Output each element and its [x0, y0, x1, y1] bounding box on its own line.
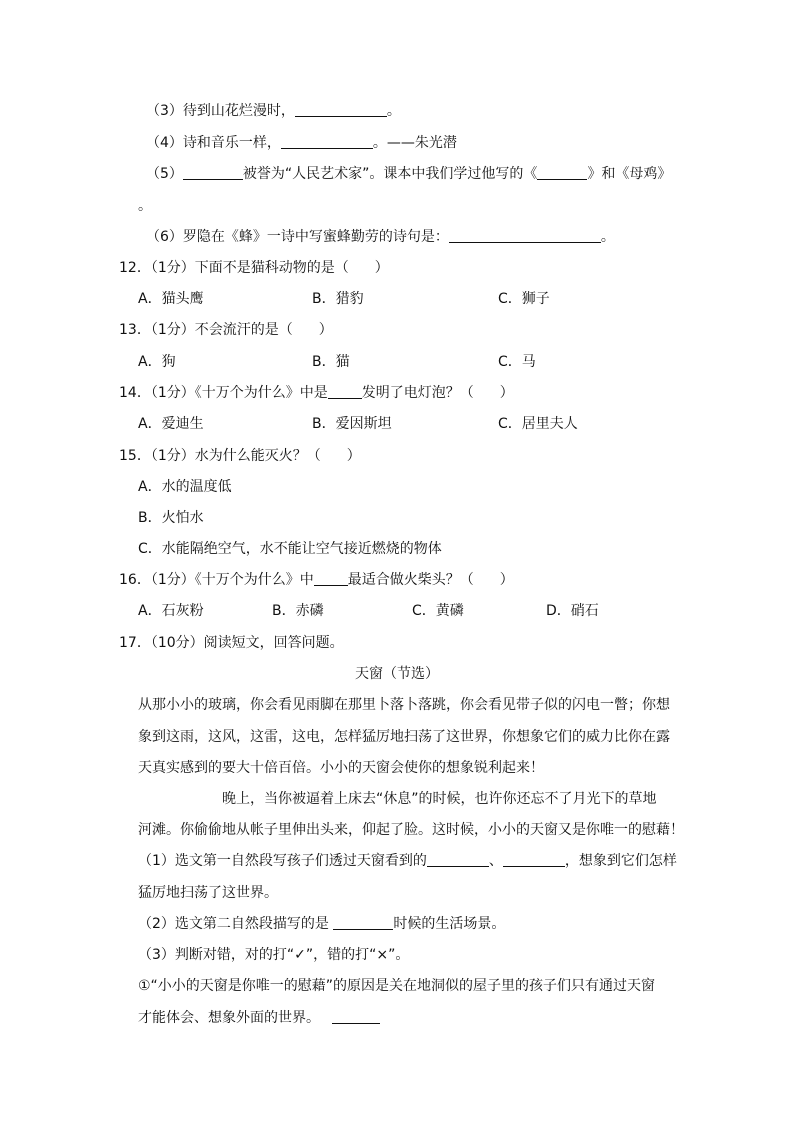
q16-option-d[interactable]: D．硝石: [546, 603, 599, 619]
sub-question-text: （2）选文第二自然段描写的是: [138, 916, 334, 932]
fill-item-3: [146, 101, 401, 121]
q14-option-a[interactable]: A．爱迪生: [138, 416, 204, 432]
question-text: 16．（1分）《十万个为什么》中: [119, 572, 314, 588]
question-text: 14．（1分）《十万个为什么》中是: [119, 385, 328, 401]
item-text-end: 。: [386, 103, 401, 119]
q12-option-b[interactable]: B．猎豹: [312, 291, 364, 307]
answer-blank[interactable]: [537, 165, 587, 180]
q16-option-c[interactable]: C．黄磷: [412, 603, 464, 619]
question-text-2: 最适合做火柴头？（: [347, 572, 474, 588]
answer-blank[interactable]: [281, 134, 373, 149]
answer-blank[interactable]: [333, 915, 393, 930]
q16-option-b[interactable]: B．赤磷: [272, 603, 324, 619]
answer-blank[interactable]: [314, 571, 348, 586]
answer-blank[interactable]: [427, 852, 489, 867]
sub-question-text-2: 时候的生活场景。: [393, 916, 506, 932]
q13-option-c[interactable]: C．马: [498, 354, 536, 370]
sub-question-1-cont: 猛厉地扫荡了这世界。: [138, 885, 278, 901]
item-text: 罗隐在《蜂》一诗中写蜜蜂勤劳的诗句是：: [182, 229, 449, 245]
sub-question-3: （3）判断对错，对的打“✓”，错的打“×”。: [138, 947, 410, 963]
q13-option-b[interactable]: B．猫: [312, 354, 350, 370]
answer-blank[interactable]: [328, 384, 362, 399]
answer-blank[interactable]: [503, 852, 565, 867]
sub-question-text-2: ，想象到它们怎样: [564, 853, 677, 869]
q12-option-c[interactable]: C．狮子: [498, 291, 550, 307]
passage-line: 河滩。你偷偷地从帐子里伸出头来，仰起了脸。这时候，小小的天窗又是你唯一的慰藉！: [138, 822, 684, 838]
question-14-stem: [119, 383, 514, 403]
question-text-2: 发明了电灯泡？（: [361, 385, 474, 401]
judge-item-1-cont: [138, 1008, 380, 1028]
question-text: 12．（1分）下面不是猫科动物的是（: [119, 260, 349, 276]
item-text: 待到山花烂漫时，: [182, 103, 295, 119]
item-text: 被誉为“人民艺术家”。课本中我们学过他写的《: [242, 166, 538, 182]
q15-option-a[interactable]: A．水的温度低: [138, 479, 232, 495]
judge-text: 才能体会、想象外面的世界。: [138, 1010, 320, 1026]
judge-item-1: ①“小小的天窗是你唯一的慰藉”的原因是关在地洞似的屋子里的孩子们只有通过天窗: [138, 978, 656, 994]
item-number: （4）: [146, 135, 183, 151]
item-text-end: 。——朱光潜: [372, 135, 457, 151]
sub-question-text: （1）选文第一自然段写孩子们透过天窗看到的: [138, 853, 427, 869]
question-16-stem: [119, 570, 514, 590]
paren-close: ）: [374, 260, 389, 276]
paren-close: ）: [346, 448, 361, 464]
sub-question-1: [138, 851, 677, 871]
passage-line: 从那小小的玻璃，你会看见雨脚在那里卜落卜落跳，你会看见带子似的闪电一瞥；你想: [138, 697, 670, 713]
passage-line: 天真实感到的要大十倍百倍。小小的天窗会使你的想象锐利起来！: [138, 760, 544, 776]
sub-question-2: [138, 914, 505, 934]
q12-option-a[interactable]: A．猫头鹰: [138, 291, 204, 307]
q14-option-b[interactable]: B．爱因斯坦: [312, 416, 392, 432]
question-12-stem: [119, 258, 389, 278]
question-13-stem: [119, 320, 333, 340]
q13-option-a[interactable]: A．狗: [138, 354, 176, 370]
fill-item-5: [146, 164, 671, 184]
passage-line: 象到这雨，这风，这雷，这电，怎样猛厉地扫荡了这世界，你想象它们的威力比你在露: [138, 729, 670, 745]
item-text-end: 。: [600, 229, 615, 245]
paren-close: ）: [318, 322, 333, 338]
answer-blank[interactable]: [449, 228, 601, 243]
fill-item-6: [146, 227, 615, 247]
item-text-2: 》和《母鸡》: [587, 166, 672, 182]
separator: 、: [488, 853, 503, 869]
passage-line: 晚上，当你被逼着上床去“休息”的时候，也许你还忘不了月光下的草地: [222, 791, 657, 807]
paren-close: ）: [499, 572, 514, 588]
item-number: （5）: [146, 166, 183, 182]
question-text: 13．（1分）不会流汗的是（: [119, 322, 293, 338]
item-number: （6）: [146, 229, 183, 245]
fill-item-4: [146, 133, 457, 153]
item-number: （3）: [146, 103, 183, 119]
answer-blank[interactable]: [332, 1009, 380, 1024]
answer-blank[interactable]: [183, 165, 243, 180]
q16-option-a[interactable]: A．石灰粉: [138, 603, 204, 619]
question-text: 15．（1分）水为什么能灭火？（: [119, 448, 321, 464]
passage-title: 天窗（节选）: [355, 666, 439, 682]
fill-item-5-tail: 。: [138, 198, 152, 214]
question-17-stem: 17．（10分）阅读短文，回答问题。: [119, 635, 344, 651]
q15-option-c[interactable]: C．水能隔绝空气，水不能让空气接近燃烧的物体: [138, 541, 442, 557]
item-text: 诗和音乐一样，: [182, 135, 281, 151]
answer-blank[interactable]: [295, 102, 387, 117]
paren-close: ）: [499, 385, 514, 401]
question-15-stem: [119, 446, 361, 466]
q15-option-b[interactable]: B．火怕水: [138, 510, 204, 526]
q14-option-c[interactable]: C．居里夫人: [498, 416, 578, 432]
